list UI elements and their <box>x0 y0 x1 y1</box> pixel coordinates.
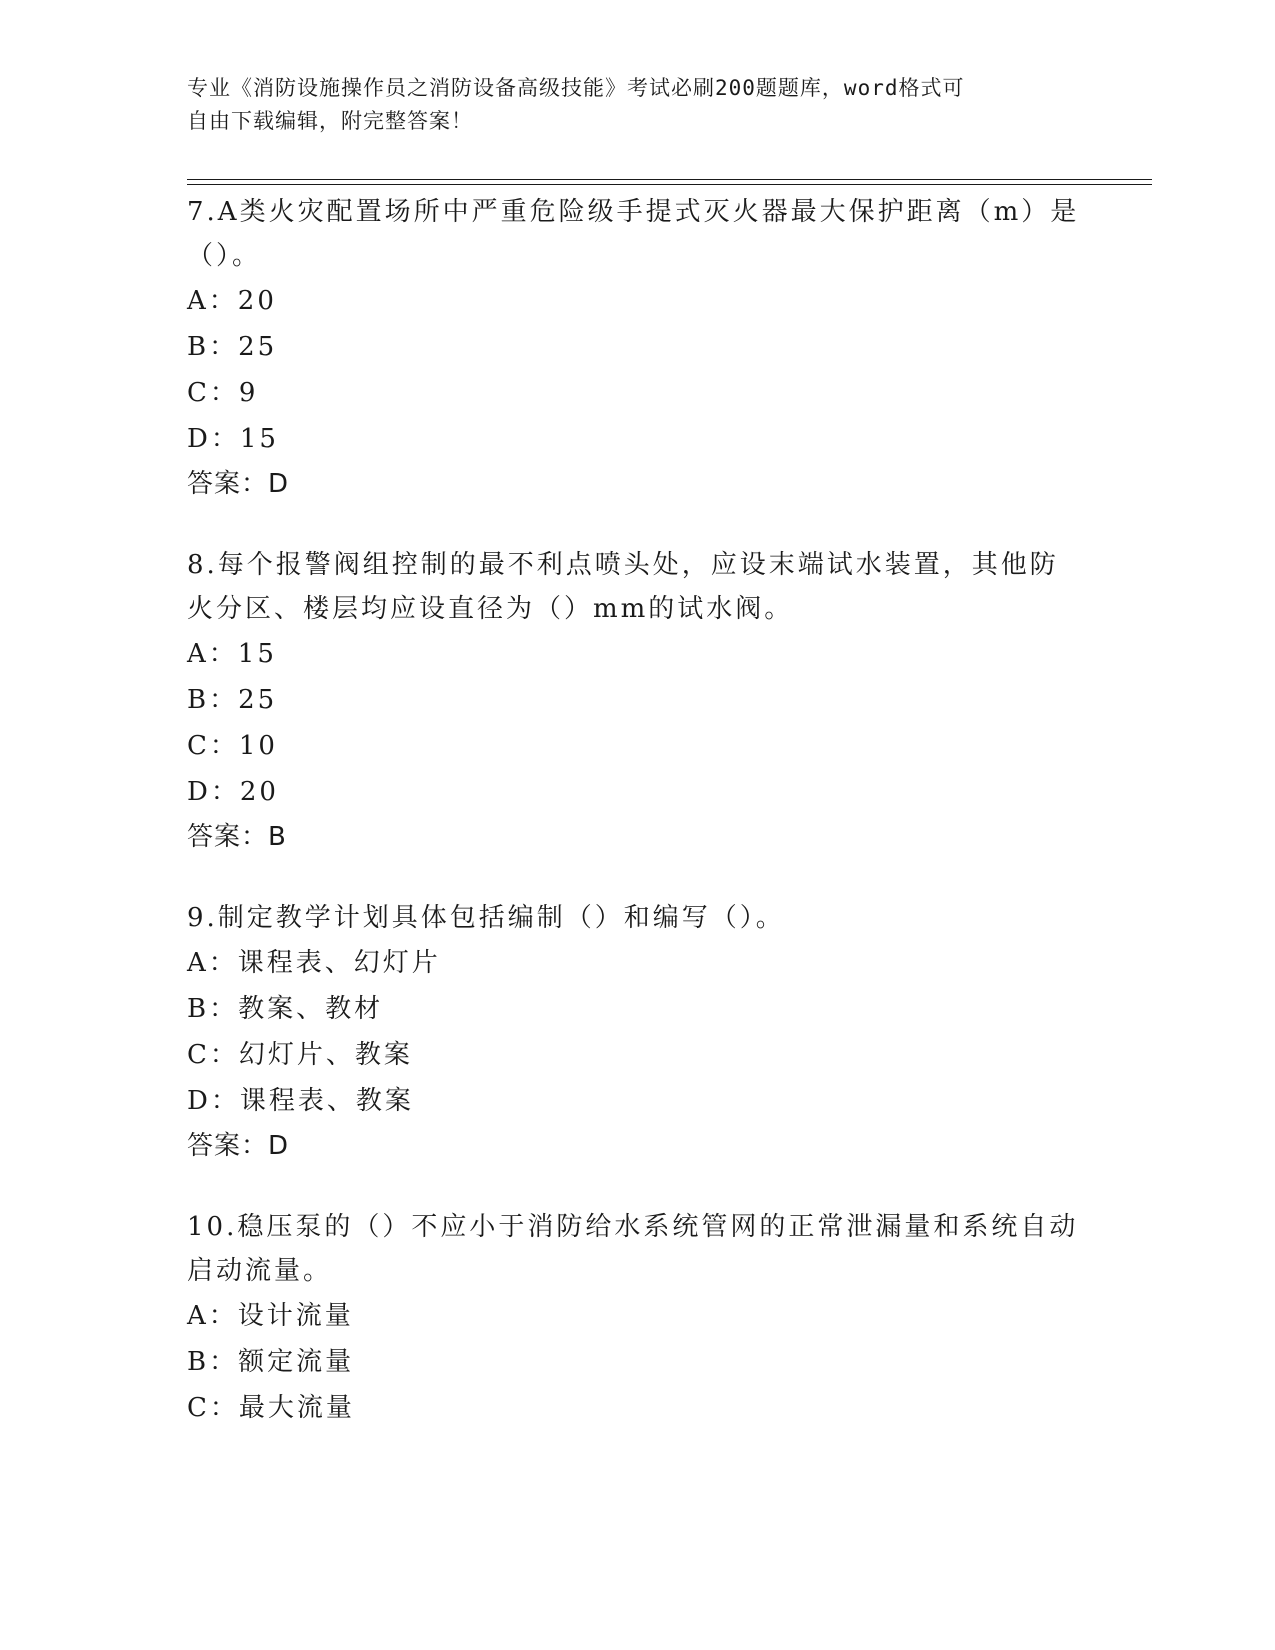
question-text <box>187 896 1087 940</box>
answer-line: 答案：B <box>187 822 287 852</box>
option-c: C：10 <box>187 731 278 761</box>
option-b: B：额定流量 <box>187 1347 355 1377</box>
option-a: A：课程表、幻灯片 <box>187 948 441 978</box>
question-text-line: （）。 <box>187 241 262 271</box>
option-c: C：9 <box>187 378 259 408</box>
document-header <box>187 72 1067 138</box>
question-text <box>187 543 1087 631</box>
question-text-line: 8.每个报警阀组控制的最不利点喷头处，应设末端试水装置，其他防 <box>187 550 1059 580</box>
question-text-line: 9.制定教学计划具体包括编制（）和编写（）。 <box>187 903 785 933</box>
header-line-2: 自由下载编辑，附完整答案！ <box>187 109 473 133</box>
answer-line: 答案：D <box>187 469 290 499</box>
option-d: D：课程表、教案 <box>187 1086 414 1116</box>
option-a: A：设计流量 <box>187 1301 354 1331</box>
option-c: C：幻灯片、教案 <box>187 1040 413 1070</box>
option-c: C：最大流量 <box>187 1393 355 1423</box>
header-line-1: 专业《消防设施操作员之消防设备高级技能》考试必刷200题题库，word格式可 <box>187 76 965 100</box>
question-9 <box>187 896 1087 1168</box>
option-b: B：25 <box>187 685 278 715</box>
header-divider-top <box>187 179 1152 180</box>
option-d: D：20 <box>187 777 279 807</box>
option-a: A：15 <box>187 639 277 669</box>
answer-line: 答案：D <box>187 1131 290 1161</box>
question-text <box>187 190 1087 278</box>
question-text-line: 启动流量。 <box>187 1256 333 1286</box>
question-text-line: 10.稳压泵的（）不应小于消防给水系统管网的正常泄漏量和系统自动 <box>187 1212 1079 1242</box>
question-list <box>187 190 1087 1468</box>
option-a: A：20 <box>187 286 277 316</box>
question-10 <box>187 1205 1087 1431</box>
question-8 <box>187 543 1087 859</box>
question-text-line: 火分区、楼层均应设直径为（）mm的试水阀。 <box>187 594 794 624</box>
question-7 <box>187 190 1087 506</box>
header-divider-bottom <box>187 184 1152 185</box>
option-b: B：25 <box>187 332 278 362</box>
option-d: D：15 <box>187 424 279 454</box>
question-text <box>187 1205 1087 1293</box>
option-b: B：教案、教材 <box>187 994 384 1024</box>
question-text-line: 7.A类火灾配置场所中严重危险级手提式灭火器最大保护距离（m）是 <box>187 197 1080 227</box>
